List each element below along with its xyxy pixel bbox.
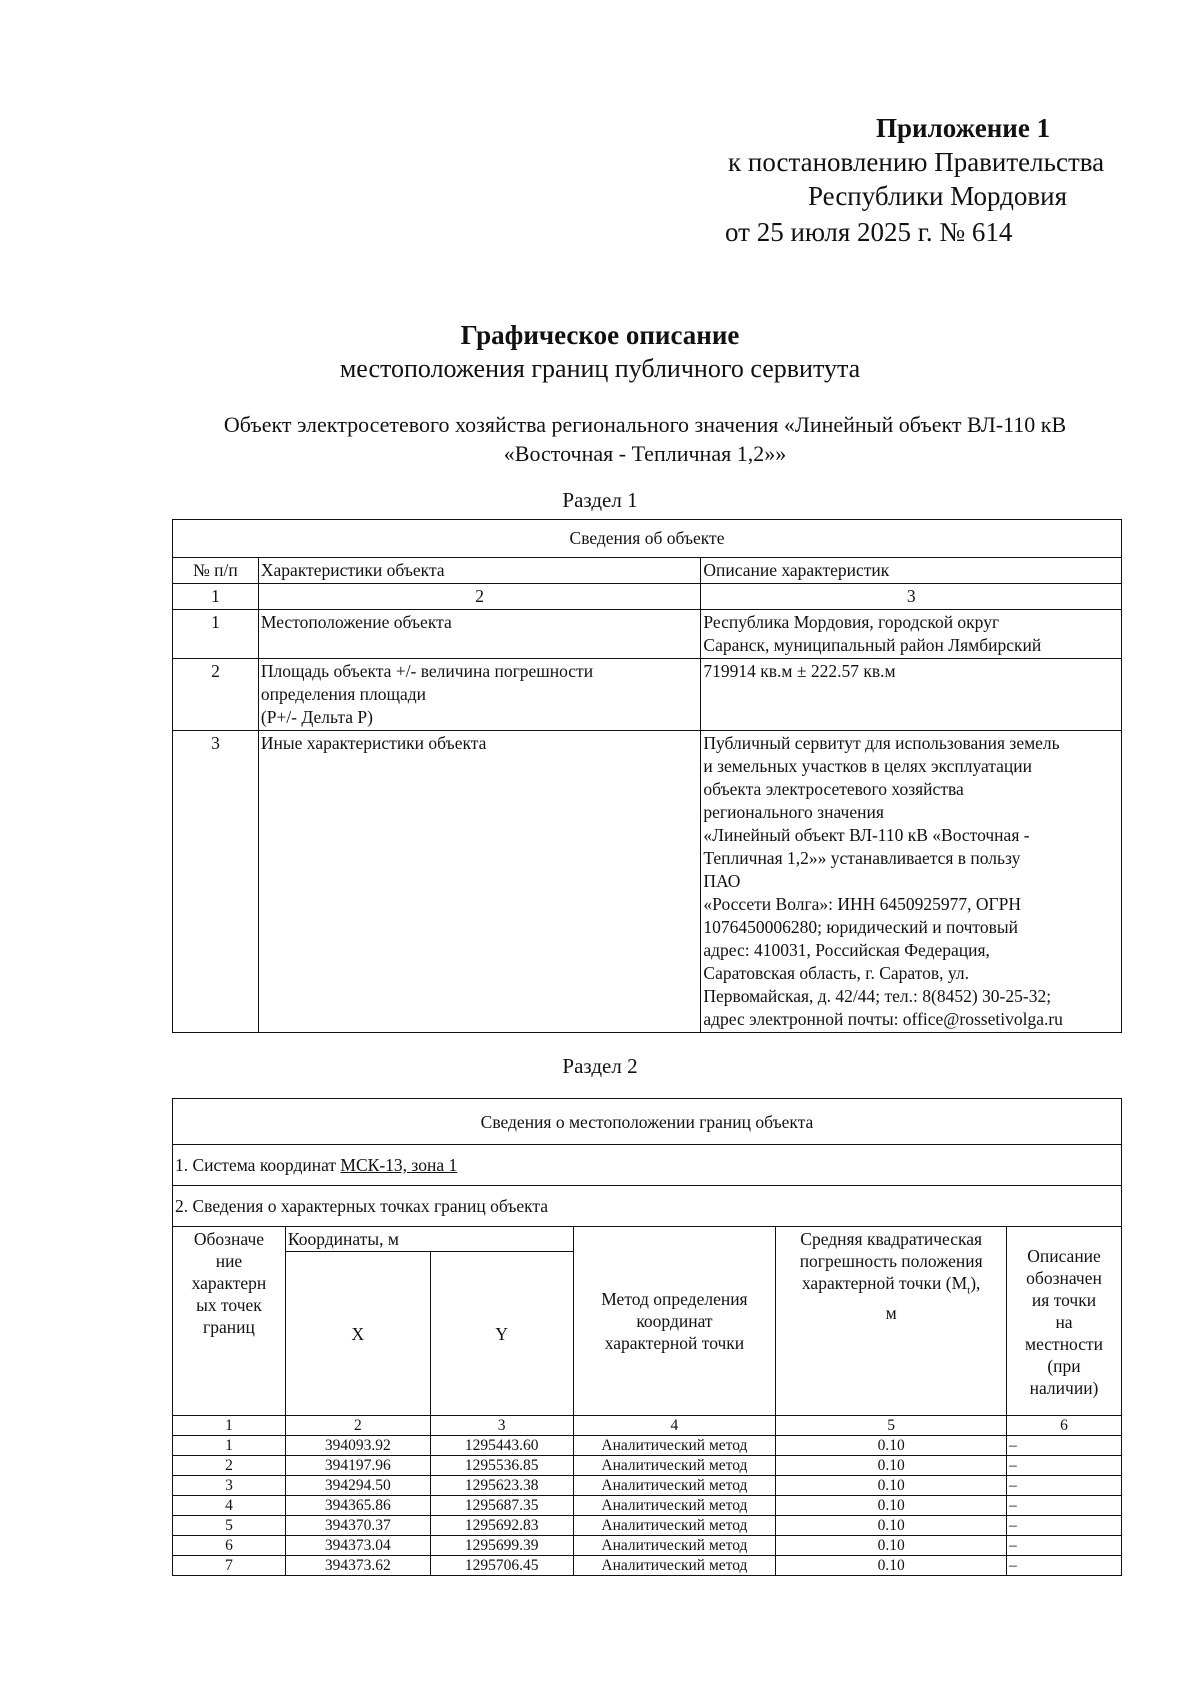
description-line: и земельных участков в целях эксплуатации xyxy=(703,756,1033,776)
coord-y: 1295699.39 xyxy=(430,1536,573,1556)
header-line: Описание xyxy=(1027,1246,1101,1266)
coordinate-system-label: 1. Система координат xyxy=(175,1155,341,1175)
description-line: регионального значения xyxy=(703,802,884,822)
header-characteristic: Характеристики объекта xyxy=(258,558,701,584)
description-line: Тепличная 1,2»» устанавливается в пользу xyxy=(703,848,1021,868)
point-description: – xyxy=(1007,1436,1122,1456)
point-description: – xyxy=(1007,1476,1122,1496)
header-line: Обозначе xyxy=(193,1229,265,1249)
mean-square-error: 0.10 xyxy=(776,1436,1007,1456)
object-description-line-1: Объект электросетевого хозяйства регионального значения «Линейный объект ВЛ-110 кВ xyxy=(223,412,1067,437)
description-line: Саранск, муниципальный район Лямбирский xyxy=(703,635,1042,655)
table-row xyxy=(173,1516,1122,1536)
header-line: наличии) xyxy=(1029,1378,1099,1398)
point-description: – xyxy=(1007,1456,1122,1476)
table-row xyxy=(173,1496,1122,1516)
column-number: 3 xyxy=(701,584,1122,610)
description-line: адрес электронной почты: office@rossetivolga.ru xyxy=(703,1009,1063,1029)
coord-x: 394370.37 xyxy=(285,1516,430,1536)
column-number: 2 xyxy=(285,1416,430,1436)
header-line: ых точек xyxy=(196,1295,262,1315)
column-number: 1 xyxy=(173,1416,286,1436)
section-2-label: Раздел 2 xyxy=(562,1054,638,1078)
table-row xyxy=(173,1556,1122,1576)
method: Аналитический метод xyxy=(573,1516,776,1536)
header-line xyxy=(778,1272,1004,1302)
appendix-line-2: к постановлению Правительства xyxy=(728,147,1105,177)
header-point-designation xyxy=(173,1227,286,1416)
table-row xyxy=(173,731,1122,1033)
coord-y: 1295623.38 xyxy=(430,1476,573,1496)
method: Аналитический метод xyxy=(573,1496,776,1516)
characteristic-description xyxy=(701,659,1122,731)
table-row xyxy=(173,610,1122,659)
section-1-label: Раздел 1 xyxy=(562,488,638,512)
object-description-line-2: «Восточная - Тепличная 1,2»» xyxy=(503,441,787,466)
description-line: ПАО xyxy=(703,871,741,891)
mean-square-error: 0.10 xyxy=(776,1536,1007,1556)
name-line: определения площади xyxy=(260,684,426,704)
point-number: 3 xyxy=(173,1476,286,1496)
description-line: «Россети Волга»: ИНН 6450925977, ОГРН xyxy=(703,894,1022,914)
table-row xyxy=(173,1536,1122,1556)
header-text: ), xyxy=(970,1273,981,1293)
coord-x: 394093.92 xyxy=(285,1436,430,1456)
coord-y: 1295536.85 xyxy=(430,1456,573,1476)
name-line: (P+/- Дельта P) xyxy=(260,707,373,727)
header-y: Y xyxy=(430,1252,573,1416)
point-number: 4 xyxy=(173,1496,286,1516)
header-line: местности xyxy=(1025,1334,1104,1354)
column-number: 1 xyxy=(173,584,259,610)
header-line: характерн xyxy=(191,1273,267,1293)
method: Аналитический метод xyxy=(573,1436,776,1456)
boundary-points-table xyxy=(172,1098,1122,1576)
header-coordinates: Координаты, м xyxy=(285,1227,573,1252)
document-subtitle: местоположения границ публичного сервитута xyxy=(339,354,861,383)
mean-square-error: 0.10 xyxy=(776,1476,1007,1496)
header-number: № п/п xyxy=(173,558,259,584)
coord-x: 394365.86 xyxy=(285,1496,430,1516)
subscript-t: t xyxy=(967,1284,971,1297)
column-number: 2 xyxy=(258,584,701,610)
method: Аналитический метод xyxy=(573,1556,776,1576)
point-description: – xyxy=(1007,1516,1122,1536)
header-line: м xyxy=(885,1302,897,1323)
appendix-title: Приложение 1 xyxy=(876,113,1051,143)
characteristic-name: Местоположение объекта xyxy=(258,610,701,659)
point-number: 2 xyxy=(173,1456,286,1476)
coord-y: 1295687.35 xyxy=(430,1496,573,1516)
column-number: 6 xyxy=(1007,1416,1122,1436)
point-description: – xyxy=(1007,1556,1122,1576)
column-number: 5 xyxy=(776,1416,1007,1436)
table-row xyxy=(173,1456,1122,1476)
document-title-block xyxy=(0,318,1200,386)
description-line: Саратовская область, г. Саратов, ул. xyxy=(703,963,970,983)
coord-x: 394373.62 xyxy=(285,1556,430,1576)
coord-x: 394373.04 xyxy=(285,1536,430,1556)
point-description: – xyxy=(1007,1496,1122,1516)
header-line: (при xyxy=(1047,1356,1081,1376)
description-line: Республика Мордовия, городской округ xyxy=(703,612,1000,632)
method: Аналитический метод xyxy=(573,1536,776,1556)
description-line: 1076450006280; юридический и почтовый xyxy=(703,917,1018,937)
characteristic-description xyxy=(701,731,1122,1033)
point-description: – xyxy=(1007,1536,1122,1556)
coord-x: 394197.96 xyxy=(285,1456,430,1476)
column-number: 3 xyxy=(430,1416,573,1436)
mean-square-error: 0.10 xyxy=(776,1456,1007,1476)
mean-square-error: 0.10 xyxy=(776,1516,1007,1536)
document-title: Графическое описание xyxy=(460,320,740,350)
point-number: 6 xyxy=(173,1536,286,1556)
row-number: 1 xyxy=(173,610,259,659)
mean-square-error: 0.10 xyxy=(776,1556,1007,1576)
point-number: 5 xyxy=(173,1516,286,1536)
header-line: Средняя квадратическая xyxy=(800,1229,983,1249)
object-description xyxy=(150,410,1140,468)
point-number: 1 xyxy=(173,1436,286,1456)
header-line: характерной точки xyxy=(604,1333,745,1353)
object-info-table xyxy=(172,519,1122,1033)
coordinate-system-row xyxy=(173,1145,1122,1186)
header-description: Описание характеристик xyxy=(701,558,1122,584)
header-line: координат xyxy=(636,1311,713,1331)
points-caption: 2. Сведения о характерных точках границ объекта xyxy=(173,1186,1122,1227)
row-number: 2 xyxy=(173,659,259,731)
coord-y: 1295692.83 xyxy=(430,1516,573,1536)
table-row xyxy=(173,659,1122,731)
header-line: границ xyxy=(203,1317,255,1337)
header-point-description xyxy=(1007,1227,1122,1416)
object-info-caption: Сведения об объекте xyxy=(173,520,1122,558)
coord-y: 1295443.60 xyxy=(430,1436,573,1456)
coord-x: 394294.50 xyxy=(285,1476,430,1496)
characteristic-name xyxy=(258,659,701,731)
description-line: 719914 кв.м ± 222.57 кв.м xyxy=(703,661,896,681)
characteristic-name: Иные характеристики объекта xyxy=(258,731,701,1033)
header-mean-square-error xyxy=(776,1227,1007,1416)
appendix-line-4: от 25 июля 2025 г. № 614 xyxy=(725,217,1013,247)
description-line: Публичный сервитут для использования земель xyxy=(703,733,1060,753)
description-line: Первомайская, д. 42/44; тел.: 8(8452) 30-25-32; xyxy=(703,986,1052,1006)
coord-y: 1295706.45 xyxy=(430,1556,573,1576)
table-row xyxy=(173,1476,1122,1496)
header-line: на xyxy=(1055,1312,1073,1332)
description-line: адрес: 410031, Российская Федерация, xyxy=(703,940,990,960)
header-x: X xyxy=(285,1252,430,1416)
method: Аналитический метод xyxy=(573,1456,776,1476)
table-row xyxy=(173,1436,1122,1456)
boundary-info-caption: Сведения о местоположении границ объекта xyxy=(173,1099,1122,1145)
points-body xyxy=(173,1436,1122,1576)
appendix-line-3: Республики Мордовия xyxy=(808,181,1068,211)
column-number: 4 xyxy=(573,1416,776,1436)
column-numbers-row xyxy=(173,1416,1122,1436)
description-line: объекта электросетевого хозяйства xyxy=(703,779,964,799)
mean-square-error: 0.10 xyxy=(776,1496,1007,1516)
header-method xyxy=(573,1227,776,1416)
header-line: ия точки xyxy=(1031,1290,1097,1310)
name-line: Площадь объекта +/- величина погрешности xyxy=(260,661,594,681)
header-line: погрешность положения xyxy=(799,1251,983,1271)
description-line: «Линейный объект ВЛ-110 кВ «Восточная - xyxy=(703,825,1030,845)
characteristic-description xyxy=(701,610,1122,659)
point-number: 7 xyxy=(173,1556,286,1576)
method: Аналитический метод xyxy=(573,1476,776,1496)
header-line: Метод определения xyxy=(601,1289,748,1309)
header-line: обозначен xyxy=(1026,1268,1102,1288)
header-text: характерной точки (M xyxy=(801,1273,968,1293)
header-line: ние xyxy=(215,1251,243,1271)
coordinate-system-value: МСК-13, зона 1 xyxy=(340,1155,458,1175)
row-number: 3 xyxy=(173,731,259,1033)
